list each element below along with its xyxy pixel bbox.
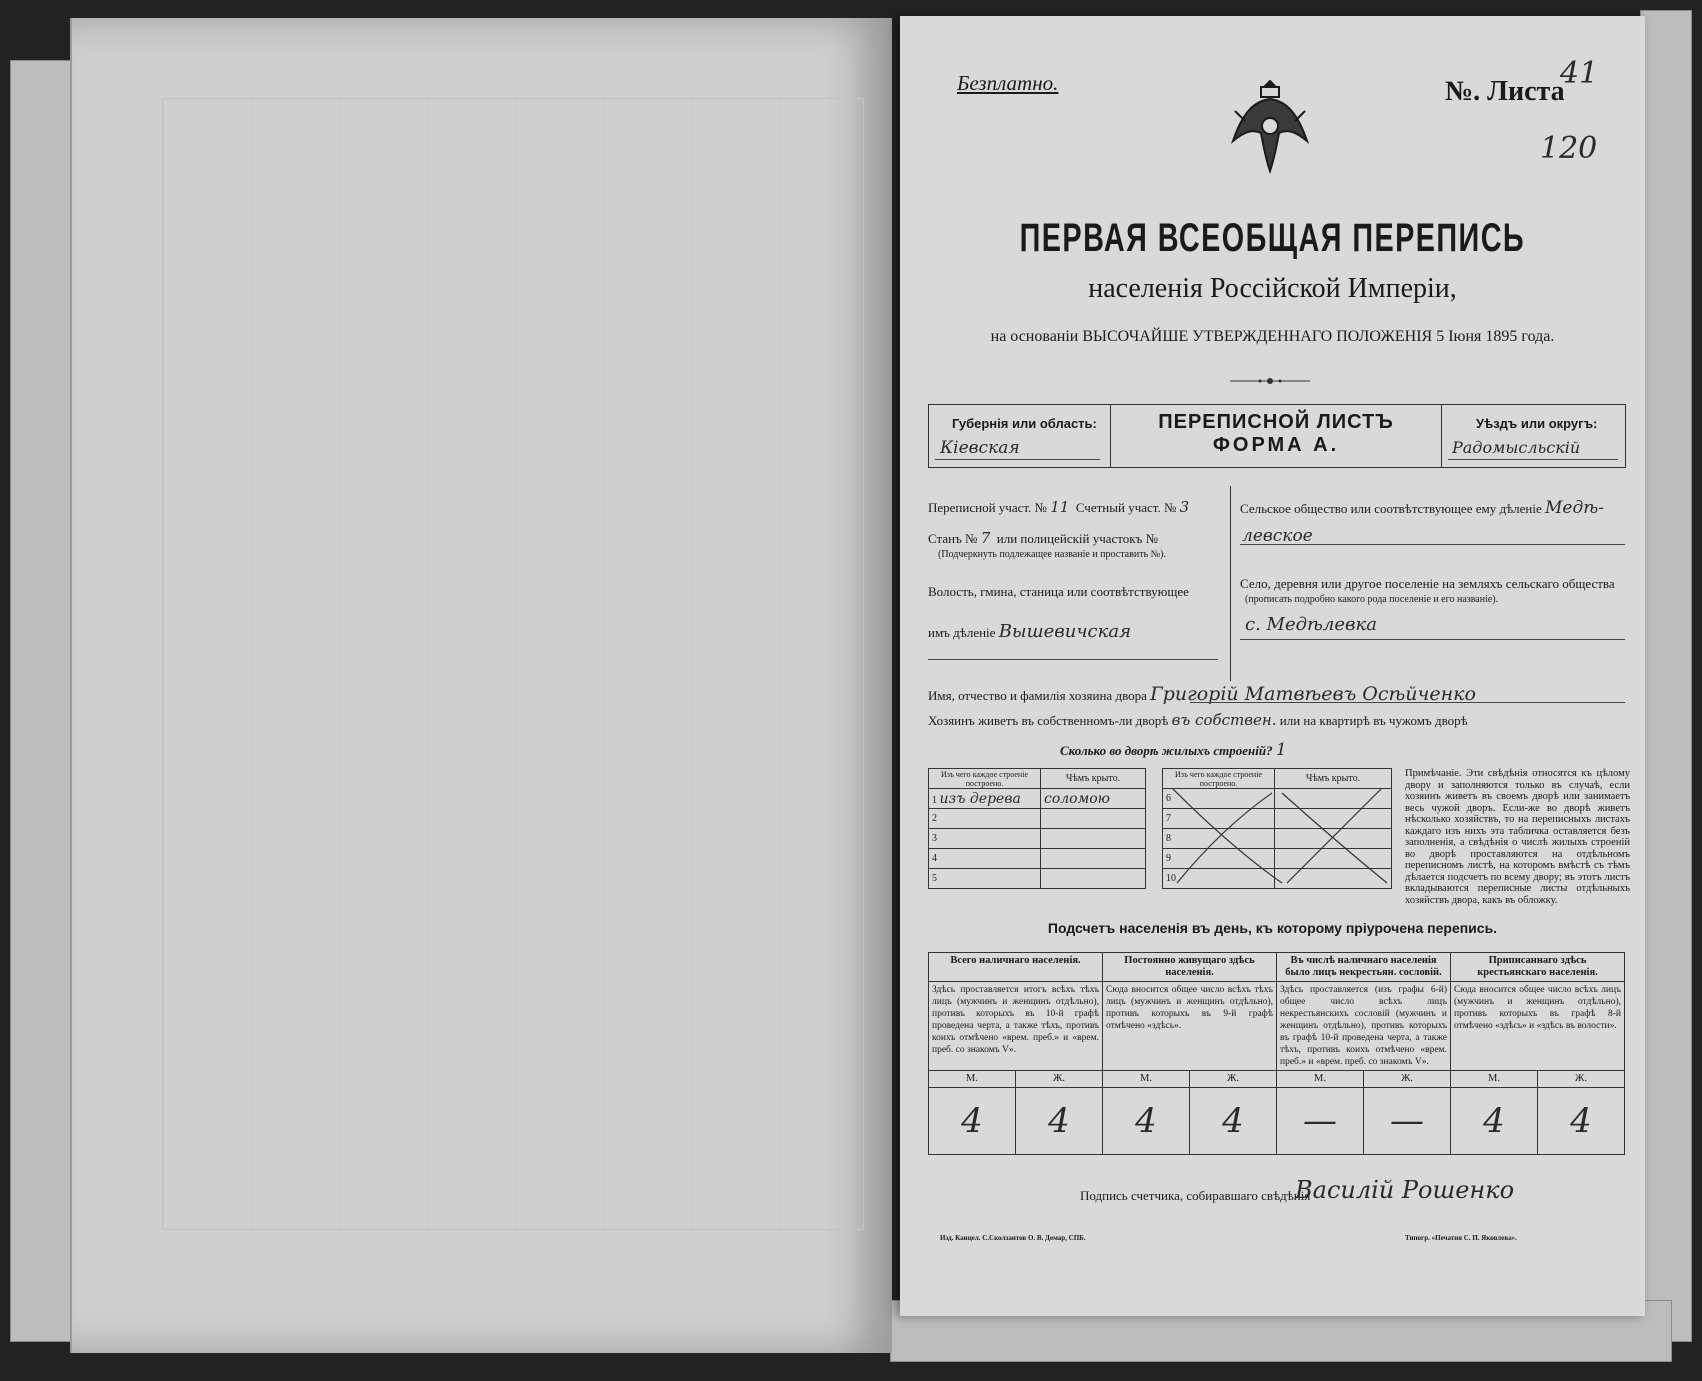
form-main-title: ПЕРВАЯ ВСЕОБЩАЯ ПЕРЕПИСЬ [1019, 216, 1526, 260]
society-value-1: Медѣ- [1544, 498, 1604, 518]
volost-label-2: имъ дѣленіе [928, 625, 996, 640]
row-number: 3 [929, 829, 1041, 849]
count-value: 4 [1538, 1088, 1625, 1155]
table-row [929, 982, 1625, 1071]
district-underline [1448, 459, 1618, 460]
sex-label: Ж. [1364, 1071, 1451, 1088]
volost-label-1: Волость, гмина, станица или соотвѣтствующее [928, 584, 1189, 599]
count-value: — [1277, 1088, 1364, 1155]
count-value: 4 [1190, 1088, 1277, 1155]
underline-note: (Подчеркнуть подлежащее названіе и проставить №). [938, 549, 1166, 560]
row-number: 9 [1163, 849, 1275, 869]
form-subtitle: населенія Россійской Имперіи, [1088, 273, 1457, 304]
province-value: Кіевская [940, 438, 1020, 458]
count-section-value: 3 [1179, 498, 1190, 516]
row-number: 2 [929, 809, 1041, 829]
col-roof-header: Чѣмъ крыто. [1275, 769, 1392, 789]
sex-label: Ж. [1190, 1071, 1277, 1088]
form-type-letter: ФОРМА А. [1212, 434, 1340, 456]
page-stack-edge-right [1640, 10, 1692, 1342]
sheet-number-label: №. Листа [1445, 76, 1565, 107]
census-form-page [900, 16, 1645, 1316]
sex-label: Ж. [1538, 1071, 1625, 1088]
table-row [929, 953, 1625, 982]
table-row [929, 789, 1146, 809]
province-underline [935, 459, 1100, 460]
table-row [1163, 769, 1392, 789]
row1-roof: соломою [1041, 789, 1146, 809]
table-row [929, 1088, 1625, 1155]
table-row [929, 769, 1146, 789]
police-label: или полицейскій участокъ № [996, 531, 1158, 546]
count-header: Постоянно живущаго здѣсь населенія. [1103, 953, 1277, 982]
page-stack-edge-left [10, 60, 72, 1342]
count-value: 4 [1103, 1088, 1190, 1155]
district-label: Уѣздъ или округъ: [1476, 416, 1598, 431]
lives-label-2: или на квартирѣ въ чужомъ дворѣ [1279, 713, 1468, 728]
form-legal-basis: на основаніи ВЫСОЧАЙШЕ УТВЕРЖДЕННАГО ПОЛОЖЕНІЯ 5 Іюня 1895 года. [990, 328, 1555, 345]
count-section-label: Счетный участ. № [1075, 500, 1177, 515]
census-form [900, 16, 1645, 1316]
free-label: Безплатно. [957, 71, 1059, 95]
printer-imprint-left: Изд. Канцел. С.Сколзантов О. В. Демар, СПБ. [940, 1234, 1086, 1242]
signature-value: Василій Рошенко [1295, 1176, 1515, 1204]
count-value: 4 [1016, 1088, 1103, 1155]
left-blank-page [70, 18, 892, 1353]
society-underline [1240, 544, 1625, 545]
signature-label: Подпись счетчика, собиравшаго свѣдѣнія [1080, 1188, 1311, 1203]
sex-label: М. [929, 1071, 1016, 1088]
buildings-table-left [928, 768, 1146, 889]
table-row [929, 809, 1146, 829]
count-description: Сюда вносится общее число всѣхъ тѣхъ лицъ (мужчинъ и женщинъ отдѣльно), противъ которыхъ въ 9-й графѣ отмѣчено «здѣсь». [1103, 982, 1277, 1071]
sex-label: М. [1277, 1071, 1364, 1088]
row-number: 5 [929, 869, 1041, 889]
village-note: (прописать подробно какого рода поселеніе и его названіе). [1245, 594, 1499, 605]
owner-value: Григорій Матвѣевъ Осѣйченко [1150, 683, 1476, 705]
count-description: Здѣсь проставляется итогъ всѣхъ тѣхъ лицъ (мужчинъ и женщинъ отдѣльно), противъ которыхъ въ 10-й графѣ проведена черта, а также тѣхъ, противъ коихъ отмѣчено «врем. преб.» и «врем. преб. со знакомъ V». [929, 982, 1103, 1071]
buildings-label: Сколько во дворѣ жилыхъ строеній? [1060, 743, 1273, 758]
count-value: 4 [1451, 1088, 1538, 1155]
row-number: 8 [1163, 829, 1275, 849]
volost-underline [928, 659, 1218, 660]
row-number: 10 [1163, 869, 1275, 889]
count-value: 4 [929, 1088, 1016, 1155]
col-material-header: Изъ чего каждое строеніе построено. [1163, 769, 1275, 789]
buildings-value: 1 [1275, 740, 1287, 760]
census-section-value: 11 [1050, 498, 1070, 516]
stan-value: 7 [980, 529, 991, 547]
society-label: Сельское общество или соотвѣтствующее ему дѣленіе [1240, 501, 1542, 516]
count-title: Подсчетъ населенія въ день, къ которому пріурочена перепись. [1047, 920, 1498, 936]
count-header: Всего наличнаго населенія. [929, 953, 1103, 982]
form-type-title: ПЕРЕПИСНОЙ ЛИСТЪ [1158, 411, 1394, 433]
table-row [929, 829, 1146, 849]
owner-label: Имя, отчество и фамилія хозяина двора [928, 688, 1147, 703]
bleed-through-grid [162, 98, 864, 1230]
sex-label: М. [1451, 1071, 1538, 1088]
row1-material: изъ дерева [939, 790, 1021, 807]
sex-label: М. [1103, 1071, 1190, 1088]
row-number: 1 [932, 794, 937, 806]
count-description: Здѣсь проставляется (изъ графы 6-й) общее число всѣхъ лицъ некрестьянскихъ сословій (мужчинъ и женщинъ отдѣльно), противъ которыхъ въ графѣ 10-й проведена черта, а также тѣхъ, противъ коихъ отмѣчено «врем. преб.» и «врем. преб. со знакомъ V». [1277, 982, 1451, 1071]
strike-through-cross [1172, 788, 1392, 888]
village-value: с. Медѣлевка [1245, 614, 1377, 635]
col-roof-header: Чѣмъ крыто. [1041, 769, 1146, 789]
count-header: Въ числѣ наличнаго населенія было лицъ некрестьян. сословій. [1277, 953, 1451, 982]
owner-underline [1190, 702, 1625, 703]
stan-label: Станъ № [928, 531, 978, 546]
ornament-divider [1230, 376, 1310, 386]
village-label: Село, деревня или другое поселеніе на земляхъ сельскаго общества [1240, 576, 1615, 591]
form-type-box [1110, 404, 1442, 468]
table-row [929, 869, 1146, 889]
count-description: Сюда вносится общее число всѣхъ лицъ (мужчинъ и женщинъ отдѣльно), противъ которыхъ въ графѣ 8-й отмѣчено «здѣсь» и «здѣсь въ волости». [1451, 982, 1625, 1071]
sheet-number: 41 [1560, 56, 1599, 91]
province-label: Губернія или область: [952, 416, 1097, 431]
lives-value: въ собствен. [1171, 711, 1277, 729]
row-number: 4 [929, 849, 1041, 869]
imperial-eagle-icon [1225, 71, 1315, 181]
district-value: Радомысльскій [1452, 438, 1581, 457]
row-number: 6 [1163, 789, 1275, 809]
census-section-label: Переписной участ. № [928, 500, 1047, 515]
society-value-2: левское [1242, 526, 1313, 546]
population-count-table [928, 952, 1625, 1155]
buildings-note: Примѣчаніе. Эти свѣдѣнія относятся къ цѣлому двору и заполняются только въ случаѣ, если хозяинъ живетъ въ своемъ дворѣ или занимаетъ весь чужой дворъ. Если-же во дворѣ живетъ нѣсколько хозяйствъ, то на переписныхъ листахъ каждаго изъ нихъ эта табличка оставляется безъ заполненія, а свѣдѣнія о числѣ жилыхъ строеній во дворѣ проставляются на отдѣльномъ переписномъ листѣ, на которомъ вмѣстѣ съ тѣмъ дѣлается подсчетъ по всему двору; въ этотъ листъ вкладываются переписные листы отдѣльныхъ хозяйствъ двора, какъ въ обложку. [1405, 768, 1630, 906]
count-value: — [1364, 1088, 1451, 1155]
sequence-number: 120 [1540, 131, 1598, 166]
lives-label-1: Хозяинъ живетъ въ собственномъ-ли дворѣ [928, 713, 1169, 728]
count-header: Приписаннаго здѣсь крестьянскаго населенія. [1451, 953, 1625, 982]
row-number: 7 [1163, 809, 1275, 829]
printer-imprint-right: Типогр. «Печатня С. П. Яковлева». [1405, 1234, 1517, 1242]
table-row [929, 1071, 1625, 1088]
sex-label: Ж. [1016, 1071, 1103, 1088]
volost-value: Вышевичская [998, 621, 1132, 642]
village-underline [1240, 639, 1625, 640]
column-divider [1230, 486, 1231, 681]
col-material-header: Изъ чего каждое строеніе построено. [929, 769, 1041, 789]
table-row [929, 849, 1146, 869]
